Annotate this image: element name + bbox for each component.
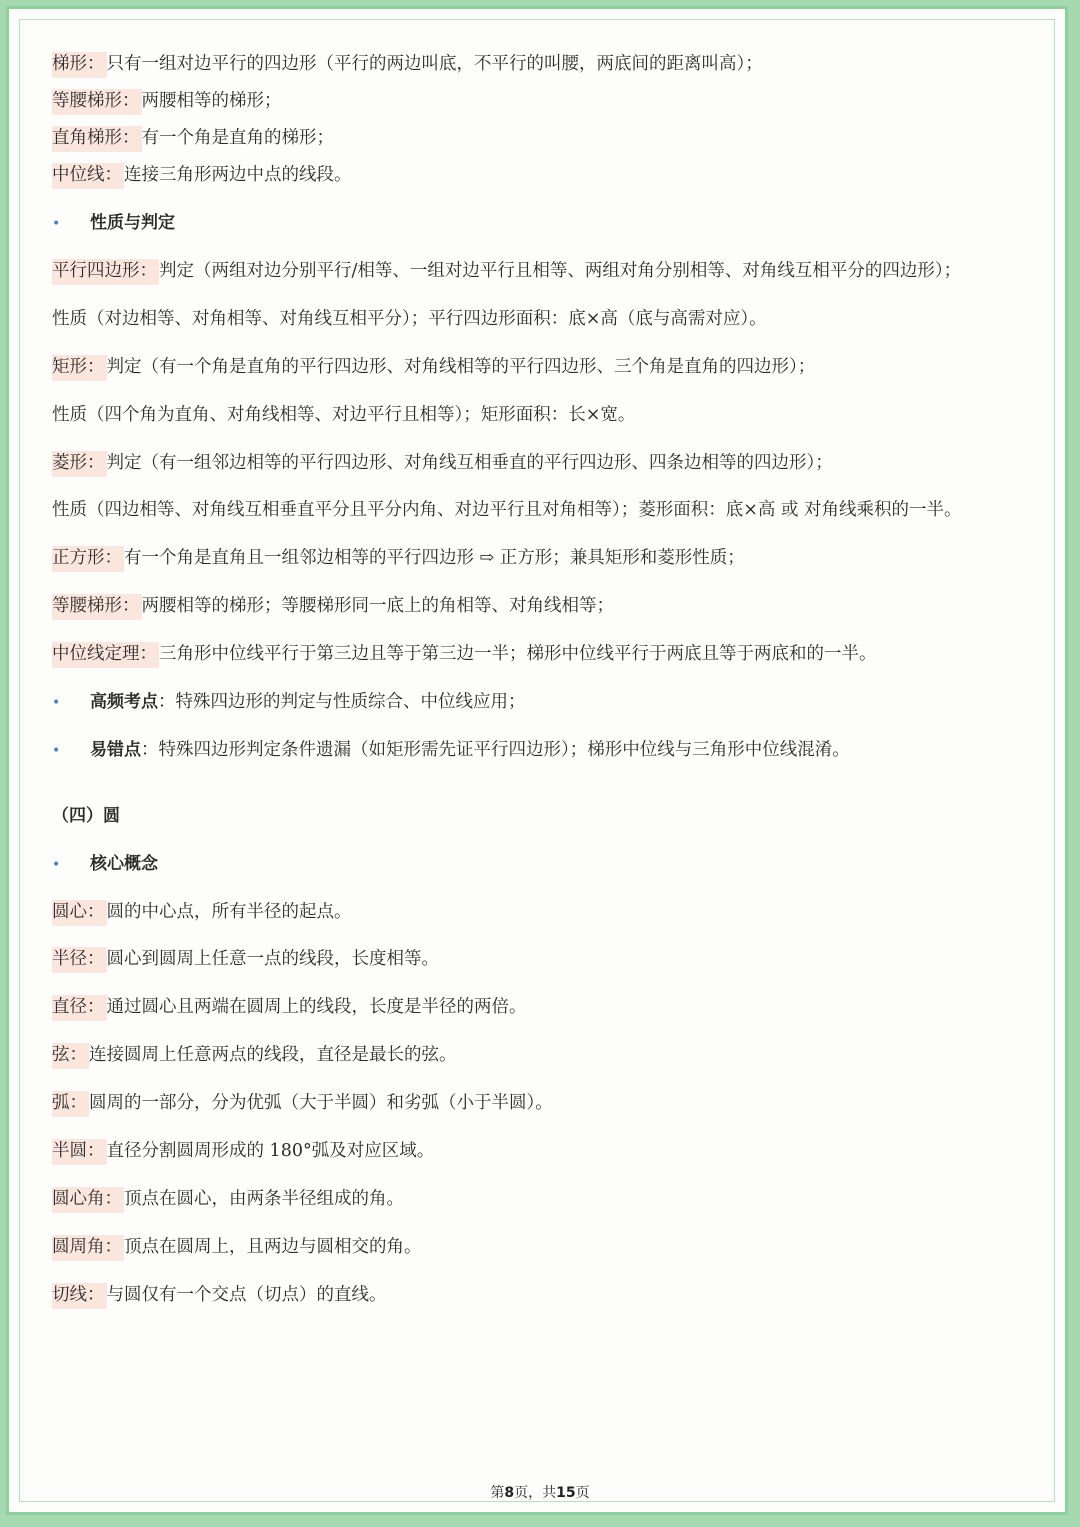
key-point-line [52, 690, 526, 715]
heading-text: 性质与判定 [90, 213, 175, 233]
term-highlight: 正方形： [52, 546, 124, 572]
definition-text: 判定（两组对边分别平行/相等、一组对边平行且相等、两组对角分别相等、对角线互相平分的四边形）； [159, 261, 962, 281]
term-highlight: 弧： [52, 1091, 89, 1117]
term-highlight: 菱形： [52, 451, 107, 477]
term-highlight: 圆周角： [52, 1235, 124, 1261]
term-highlight: 矩形： [52, 355, 107, 381]
definition-line [52, 52, 763, 76]
definition-line [52, 1139, 434, 1163]
bullet-icon: • [52, 857, 61, 873]
definition-line [52, 594, 614, 618]
term-highlight: 半圆： [52, 1139, 107, 1165]
definition-text: 有一个角是直角且一组邻边相等的平行四边形 ⇨ 正方形；兼具矩形和菱形性质； [124, 548, 745, 568]
definition-line [52, 126, 334, 150]
term-highlight: 等腰梯形： [52, 594, 142, 620]
definition-line [52, 1091, 553, 1115]
definition-text: 判定（有一个角是直角的平行四边形、对角线相等的平行四边形、三个角是直角的四边形）； [106, 357, 816, 377]
property-text: 性质（四个角为直角、对角线相等、对边平行且相等）；矩形面积：长×宽。 [52, 405, 636, 425]
term-highlight: 等腰梯形： [52, 89, 142, 115]
term-highlight: 直角梯形： [52, 126, 142, 152]
definition-text: 圆的中心点，所有半径的起点。 [106, 902, 352, 922]
subsection-heading [52, 211, 175, 236]
definition-text: 有一个角是直角的梯形； [141, 128, 334, 148]
footer-suffix: 页 [575, 1485, 590, 1501]
definition-line [52, 163, 352, 187]
definition-text: 连接圆周上任意两点的线段，直径是最长的弦。 [89, 1045, 457, 1065]
bullet-icon: • [52, 695, 61, 711]
term-highlight: 圆心： [52, 900, 107, 926]
bullet-icon: • [52, 743, 61, 759]
section-title: （四）圆 [52, 806, 120, 826]
footer-prefix: 第 [490, 1485, 505, 1501]
definition-line [52, 947, 439, 971]
definition-line [52, 1187, 404, 1211]
bullet-icon: • [52, 216, 61, 232]
definition-text: 两腰相等的梯形； [141, 91, 282, 111]
term-highlight: 平行四边形： [52, 259, 159, 285]
definition-line [52, 1283, 387, 1307]
term-highlight: 梯形： [52, 52, 107, 78]
definition-text: 直径分割圆周形成的 180°弧及对应区域。 [106, 1141, 435, 1161]
property-line [52, 403, 635, 427]
definition-text: 圆心到圆周上任意一点的线段，长度相等。 [106, 949, 439, 969]
definition-text: 判定（有一组邻边相等的平行四边形、对角线互相垂直的平行四边形、四条边相等的四边形）； [106, 453, 833, 473]
property-text: 性质（对边相等、对角相等、对角线互相平分）；平行四边形面积：底×高（底与高需对应）。 [52, 309, 767, 329]
definition-text: 只有一组对边平行的四边形（平行的两边叫底，不平行的叫腰，两底间的距离叫高）； [106, 54, 763, 74]
term-highlight: 中位线定理： [52, 642, 159, 668]
term-highlight: 中位线： [52, 163, 124, 189]
definition-line [52, 546, 745, 570]
page-footer [0, 1482, 1080, 1502]
key-point-text: ：特殊四边形判定条件遗漏（如矩形需先证平行四边形）；梯形中位线与三角形中位线混淆。 [141, 740, 850, 760]
definition-text: 与圆仅有一个交点（切点）的直线。 [106, 1285, 387, 1305]
definition-text: 连接三角形两边中点的线段。 [124, 165, 352, 185]
definition-line [52, 1235, 422, 1259]
definition-text: 顶点在圆心，由两条半径组成的角。 [124, 1189, 404, 1209]
definition-text: 圆周的一部分，分为优弧（大于半圆）和劣弧（小于半圆）。 [89, 1093, 553, 1113]
definition-line [52, 259, 961, 283]
heading-text: 核心概念 [90, 854, 158, 874]
definition-line [52, 451, 833, 475]
definition-line [52, 642, 877, 666]
footer-middle: 页，共 [514, 1485, 557, 1501]
subsection-heading [52, 852, 158, 877]
key-point-label: 高频考点 [90, 692, 158, 712]
key-point-text: ：特殊四边形的判定与性质综合、中位线应用； [158, 692, 526, 712]
definition-line [52, 89, 282, 113]
definition-line [52, 355, 815, 379]
definition-line [52, 1043, 457, 1067]
current-page-number: 8 [504, 1485, 515, 1501]
definition-text: 通过圆心且两端在圆周上的线段，长度是半径的两倍。 [106, 997, 527, 1017]
total-page-number: 15 [556, 1485, 576, 1501]
section-heading [52, 804, 120, 828]
term-highlight: 圆心角： [52, 1187, 124, 1213]
term-highlight: 切线： [52, 1283, 107, 1309]
key-point-line [52, 738, 850, 763]
definition-line [52, 995, 527, 1019]
property-text: 性质（四边相等、对角线互相垂直平分且平分内角、对边平行且对角相等）；菱形面积：底×高 或 对角线乘积的一半。 [52, 500, 962, 520]
definition-line [52, 900, 352, 924]
property-line [52, 307, 767, 331]
definition-text: 三角形中位线平行于第三边且等于第三边一半；梯形中位线平行于两底且等于两底和的一半。 [159, 644, 877, 664]
definition-text: 两腰相等的梯形；等腰梯形同一底上的角相等、对角线相等； [141, 596, 614, 616]
term-highlight: 弦： [52, 1043, 89, 1069]
term-highlight: 半径： [52, 947, 107, 973]
term-highlight: 直径： [52, 995, 107, 1021]
property-line [52, 498, 962, 522]
definition-text: 顶点在圆周上，且两边与圆相交的角。 [124, 1237, 422, 1257]
key-point-label: 易错点 [90, 740, 141, 760]
